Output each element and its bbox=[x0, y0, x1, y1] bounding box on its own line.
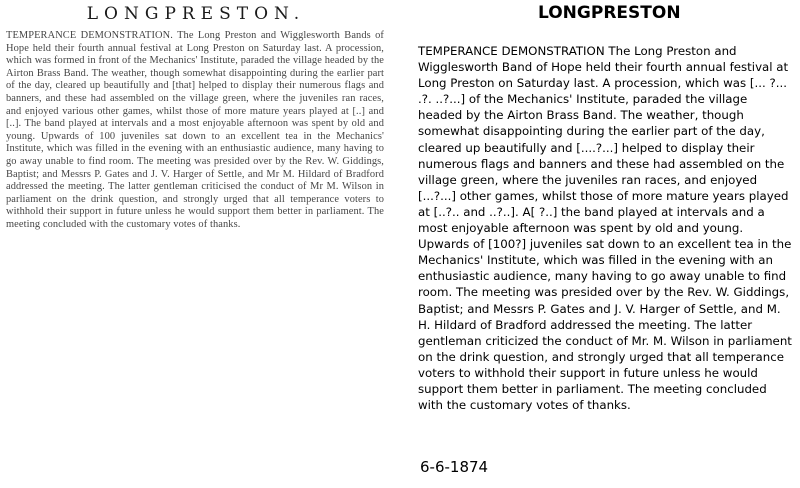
transcript-headline: LONGPRESTON bbox=[538, 3, 681, 23]
transcript-article-text: TEMPERANCE DEMONSTRATION The Long Preston and Wigglesworth Band of Hope held their fourth annual festival at Long Preston on Saturday last. A procession, which was [... ?... .?. ..?...] of the Mechanics' Institute, paraded the village headed by the Airton Brass Band. The weather, though somewhat disappointing during the earlier part of the day, cleared up beautifully and [....?...] helped to display their numerous flags and banners and these had assembled on the village green, where the juveniles ran races, and enjoyed [...?...] other games, whilst those of more mature years played at [..?.. and ..?..]. A[ ?..] the band played at intervals and a most enjoyable afternoon was spent by old and young. Upwards of [100?] juveniles sat down to an excellent tea in the Mechanics' Institute, which was filled in the evening with an enthusiastic audience, many having to go away unable to find room. The meeting was presided over by the Rev. W. Giddings, Baptist; and Messrs P. Gates and J. V. Harger of Settle, and M. H. Hildard of Bradford addressed the meeting. The latter gentleman criticized the conduct of Mr. M. Wilson in parliament on the drink question, and strongly urged that all temperance voters to withhold their support in future unless he would support them better in parliament. The meeting concluded with the customary votes of thanks. bbox=[418, 44, 792, 413]
newspaper-scan bbox=[0, 0, 392, 488]
scan-article-text: TEMPERANCE DEMONSTRATION. The Long Preston and Wigglesworth Bands of Hope held their fourth annual festival at Long Preston on Saturday last. A procession, which was formed in front of the Mechanics' Institute, paraded the village headed by the Airton Brass Band. The weather, though somewhat disappointing during the earlier part of the day, cleared up beautifully and [that] helped to display their numerous flags and banners, and these had assembled on the village green, where the juveniles ran races, and enjoyed various other games, whilst those of more mature years played at [..] and [..]. The band played at intervals and a most enjoyable afternoon was spent by old and young. Upwards of 100 juveniles sat down to an excellent tea in the Mechanics' Institute, which was filled in the evening with an enthusiastic audience, many having to go away unable to find room. The meeting was presided over by the Rev. W. Giddings, Baptist; and Messrs P. Gates and J. V. Harger of Settle, and Mr M. Hildard of Bradford addressed the meeting. The latter gentleman criticised the conduct of Mr M. Wilson in parliament on the drink question, and strongly urged that all temperance voters to withhold their support in future unless he would support them better in parliament. The meeting concluded with the customary votes of thanks. bbox=[6, 30, 384, 230]
scan-headline: LONGPRESTON. bbox=[86, 4, 306, 24]
article-date: 6-6-1874 bbox=[420, 458, 489, 476]
